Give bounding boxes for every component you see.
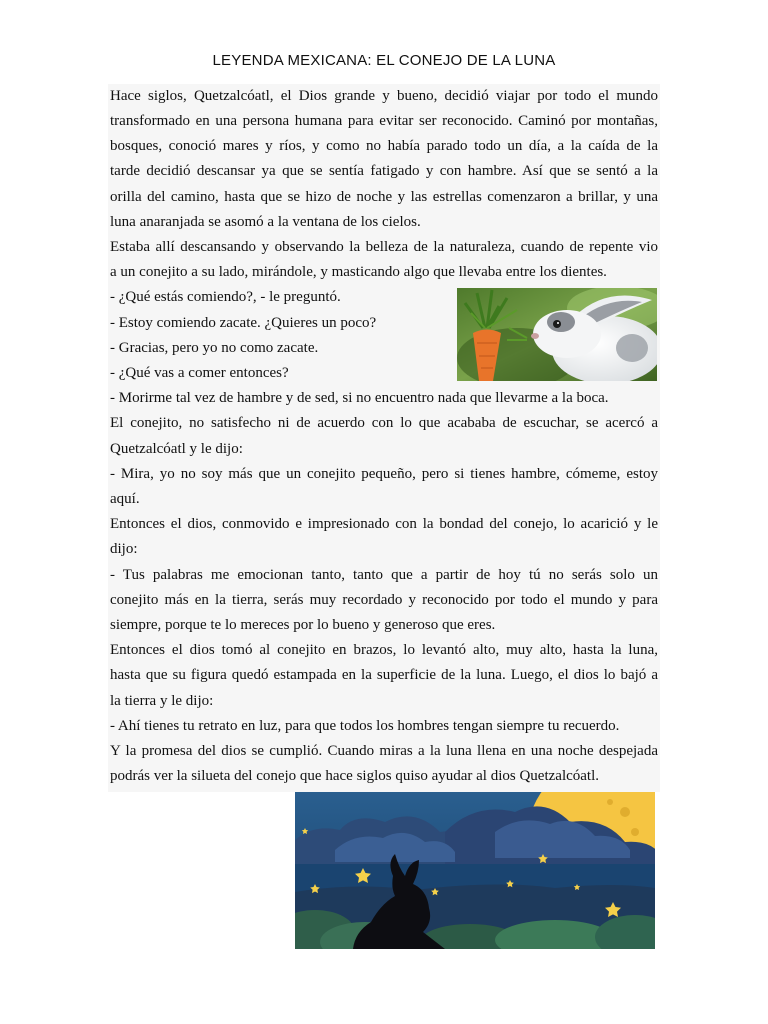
- text-line: El conejito, no satisfecho ni de acuerdo con lo que acababa de escuchar, se acercó a: [110, 415, 658, 431]
- dialogue-line: - Ahí tienes tu retrato en luz, para que todos los hombres tengan siempre tu recuerdo.: [110, 718, 620, 734]
- dialogue-line: - Tus palabras me emocionan tanto, tanto que a partir de hoy tú no serás solo un: [110, 567, 658, 583]
- dialogue-line: conejito más en la tierra, serás muy recordado y reconocido por todo el mundo y para: [110, 592, 658, 608]
- dialogue-line: aquí.: [110, 491, 140, 507]
- text-line: hasta que su figura quedó estampada en la superficie de la luna. Luego, el dios lo bajó a: [110, 667, 658, 683]
- text-line: podrás ver la silueta del conejo que hace siglos quiso ayudar al dios Quetzalcóatl.: [110, 768, 600, 784]
- text-line: Entonces el dios tomó al conejito en brazos, lo levantó alto, muy alto, hasta la luna,: [110, 642, 658, 658]
- dialogue-line: - Estoy comiendo zacate. ¿Quieres un poco?: [110, 315, 377, 331]
- text-line: Quetzalcóatl y le dijo:: [110, 441, 243, 457]
- text-line: transformado en una persona humana para evitar ser reconocido. Caminó por montañas,: [110, 113, 658, 129]
- text-line: tarde decidió descansar ya que se sentía fatigado y con hambre. Así que se sentó a la: [110, 163, 658, 179]
- dialogue-line: - ¿Qué estás comiendo?, - le preguntó.: [110, 289, 341, 305]
- dialogue-line: - Gracias, pero yo no como zacate.: [110, 340, 319, 356]
- text-line: Hace siglos, Quetzalcóatl, el Dios grande y bueno, decidió viajar por todo el mundo: [110, 88, 658, 104]
- dialogue-line: - ¿Qué vas a comer entonces?: [110, 365, 289, 381]
- text-line: Entonces el dios, conmovido e impresionado con la bondad del conejo, lo acarició y le: [110, 516, 658, 532]
- rabbit-carrot-image: [457, 288, 657, 381]
- text-line: Estaba allí descansando y observando la belleza de la naturaleza, cuando de repente vio: [110, 239, 658, 255]
- text-line: dijo:: [110, 541, 138, 557]
- document-title: LEYENDA MEXICANA: EL CONEJO DE LA LUNA: [212, 52, 556, 69]
- text-line: a un conejito a su lado, mirándole, y masticando algo que llevaba entre los dientes.: [110, 264, 607, 280]
- text-line: Y la promesa del dios se cumplió. Cuando miras a la luna llena en una noche despejada: [110, 743, 658, 759]
- text-line: bosques, conoció mares y ríos, y como no había parado todo un día, a la caída de la: [110, 138, 658, 154]
- dialogue-line: siempre, porque te lo mereces por lo bueno y generoso que eres.: [110, 617, 496, 633]
- text-line: la tierra y le dijo:: [110, 693, 214, 709]
- dialogue-line: - Morirme tal vez de hambre y de sed, si no encuentro nada que llevarme a la boca.: [110, 390, 609, 406]
- text-line: luna anaranjada se asomó a la ventana de los cielos.: [110, 214, 421, 230]
- dialogue-line: - Mira, yo no soy más que un conejito pequeño, pero si tienes hambre, cómeme, estoy: [110, 466, 658, 482]
- moon-rabbit-illustration: [295, 792, 655, 949]
- text-line: orilla del camino, hasta que se hizo de noche y las estrellas comenzaron a brillar, y una: [110, 189, 658, 205]
